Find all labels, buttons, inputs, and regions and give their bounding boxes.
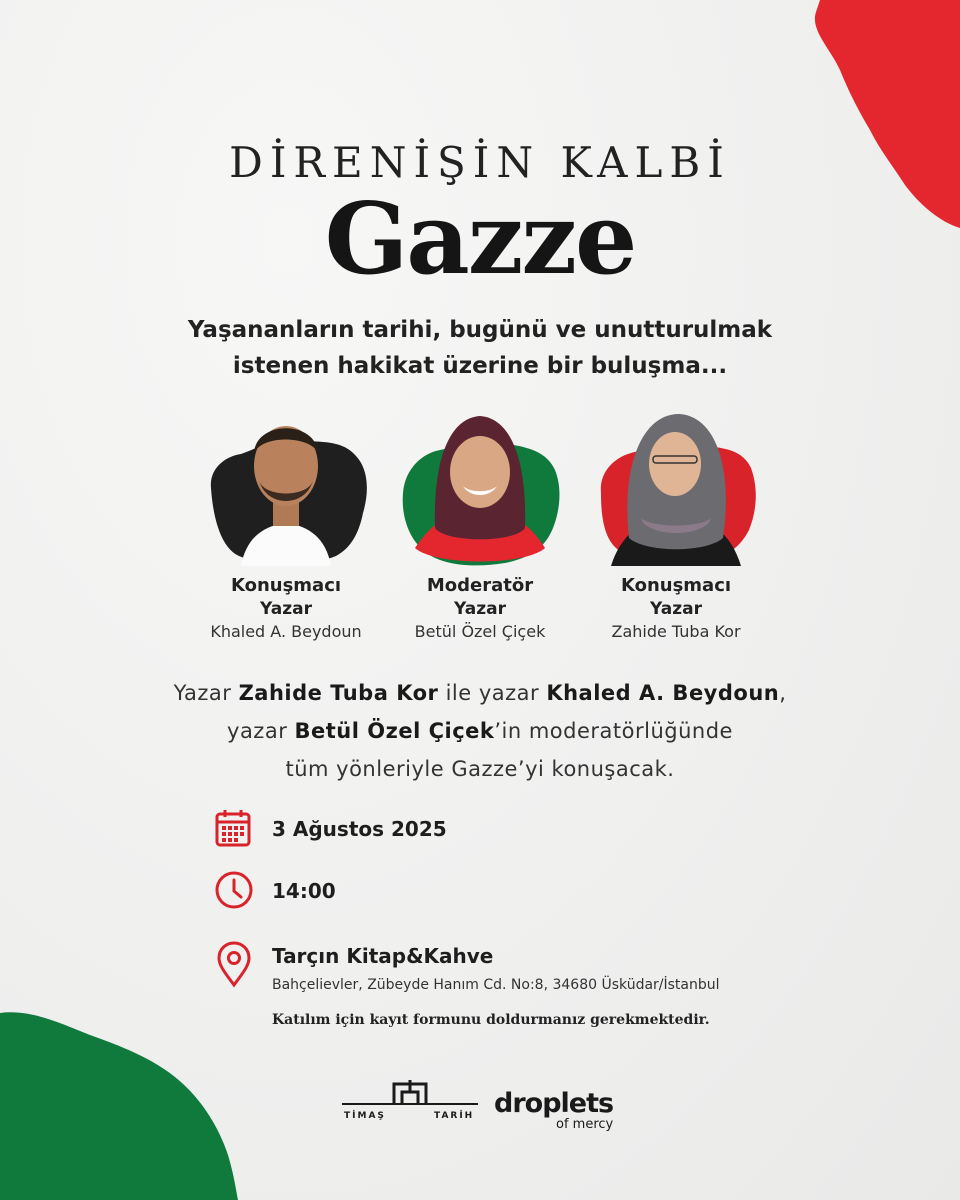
- event-description: [0, 674, 960, 788]
- subtitle-line-1: Yaşananların tarihi, bugünü ve unutturulmak: [187, 317, 773, 343]
- event-time: 14:00: [272, 879, 336, 903]
- venue-address: Bahçelievler, Zübeyde Hanım Cd. No:8, 34680 Üsküdar/İstanbul: [272, 977, 720, 993]
- speaker-portrait: [591, 398, 761, 568]
- svg-text:of mercy: of mercy: [556, 1117, 614, 1132]
- registration-note: Katılım için kayıt formunu doldurmanız gerekmektedir.: [272, 1012, 710, 1028]
- description-line-2: yazar Betül Özel Çiçek’in moderatörlüğünde: [227, 719, 733, 743]
- description-line-3: tüm yönleriyle Gazze’yi konuşacak.: [285, 757, 675, 781]
- speaker-name: Zahide Tuba Kor: [611, 622, 741, 641]
- speaker-portrait: [395, 398, 565, 568]
- kicker-heading: DİRENİŞİN KALBİ: [229, 138, 731, 187]
- event-date: 3 Ağustos 2025: [272, 817, 447, 841]
- green-corner-blob: [0, 1005, 240, 1200]
- speaker-card-betul: [380, 398, 580, 644]
- speaker-role: Konuşmacı: [230, 575, 342, 596]
- speaker-card-zahide: [576, 398, 776, 644]
- clock-icon: [214, 870, 254, 910]
- speaker-title: Yazar: [454, 599, 506, 619]
- description-line-1: Yazar Zahide Tuba Kor ile yazar Khaled A. Beydoun,: [173, 681, 787, 705]
- event-title: Gazze: [324, 182, 636, 297]
- speaker-card-khaled: [186, 398, 386, 644]
- calendar-icon: [214, 808, 252, 848]
- subtitle-line-2: istenen hakikat üzerine bir buluşma...: [232, 353, 728, 379]
- location-pin-icon: [214, 940, 254, 988]
- speaker-name: Khaled A. Beydoun: [210, 622, 362, 641]
- speaker-portrait: [201, 398, 371, 568]
- svg-text:TİMAŞ: TİMAŞ: [344, 1111, 386, 1120]
- speaker-name: Betül Özel Çiçek: [414, 622, 546, 641]
- speaker-role: Moderatör: [426, 575, 534, 596]
- droplets-of-mercy-logo: [492, 1082, 642, 1132]
- speaker-title: Yazar: [650, 599, 702, 619]
- speaker-role: Konuşmacı: [620, 575, 732, 596]
- subtitle: [0, 312, 960, 384]
- svg-text:droplets: droplets: [494, 1088, 614, 1119]
- timas-tarih-logo: [340, 1076, 480, 1120]
- venue-name: Tarçın Kitap&Kahve: [272, 944, 494, 968]
- svg-text:TARİH: TARİH: [434, 1111, 475, 1120]
- speaker-title: Yazar: [260, 599, 312, 619]
